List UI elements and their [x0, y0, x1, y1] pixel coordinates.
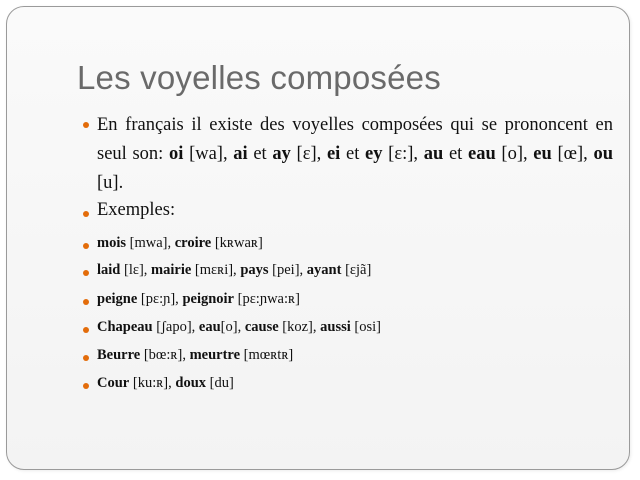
vowel-ai: ai	[233, 144, 248, 164]
example-ipa: [pei],	[268, 262, 307, 278]
example-line	[97, 291, 300, 308]
bullet-icon	[83, 211, 89, 217]
ipa-text: [wa],	[183, 144, 234, 164]
vowel-ay: ay	[272, 144, 291, 164]
example-word: laid	[97, 262, 121, 278]
example-ipa: [du]	[206, 375, 234, 391]
example-word: Cour	[97, 375, 130, 391]
example-line	[97, 375, 234, 392]
conjunction-text: et	[443, 144, 468, 164]
vowel-eu: eu	[533, 144, 552, 164]
bullet-icon	[83, 383, 89, 389]
example-ipa: [lɛ],	[120, 262, 152, 278]
example-ipa: [osi]	[350, 319, 381, 335]
example-ipa: [koz],	[278, 319, 321, 335]
example-word: croire	[174, 235, 212, 251]
bullet-icon	[83, 270, 89, 276]
bullet-icon	[83, 243, 89, 249]
example-ipa: [pɛ:ɲ],	[137, 291, 183, 307]
conjunction-text: et	[247, 144, 273, 164]
ipa-text: [ɛ:],	[382, 144, 424, 164]
example-ipa: [mwa],	[126, 235, 175, 251]
example-ipa: [ku:ʀ],	[129, 375, 176, 391]
vowel-ou: ou	[593, 144, 614, 164]
example-word: mairie	[151, 262, 192, 278]
ipa-text: [œ],	[551, 144, 594, 164]
vowel-oi: oi	[169, 144, 184, 164]
example-word: meurtre	[189, 347, 241, 363]
example-ipa: [mœʀtʀ]	[240, 347, 294, 363]
vowel-ei: ei	[326, 144, 341, 164]
conjunction-text: et	[340, 144, 366, 164]
example-word: mois	[97, 235, 126, 251]
example-ipa: [pɛ:ɲwa:ʀ]	[234, 291, 300, 307]
example-word: doux	[175, 375, 207, 391]
example-line	[97, 235, 263, 252]
bullet-icon	[83, 122, 89, 128]
example-word: cause	[244, 319, 279, 335]
ipa-text: [o],	[495, 144, 534, 164]
example-word: eau	[198, 319, 221, 335]
ipa-text: [ɛ],	[290, 144, 327, 164]
example-ipa: [kʀwaʀ]	[211, 235, 263, 251]
example-word: peignoir	[182, 291, 234, 307]
example-line	[97, 262, 371, 279]
example-word: pays	[240, 262, 269, 278]
example-word: Chapeau	[97, 319, 153, 335]
vowel-au: au	[423, 144, 444, 164]
example-ipa: [ɛjã]	[341, 262, 372, 278]
example-ipa: [ʃapo],	[152, 319, 199, 335]
example-line	[97, 347, 293, 364]
intro-paragraph	[97, 111, 613, 198]
vowel-ey: ey	[365, 144, 383, 164]
example-word: Beurre	[97, 347, 141, 363]
slide-title: Les voyelles composées	[77, 59, 441, 96]
bullet-icon	[83, 355, 89, 361]
example-ipa: [mɛʀi],	[191, 262, 241, 278]
vowel-eau: eau	[467, 144, 496, 164]
example-ipa: [bœ:ʀ],	[140, 347, 190, 363]
examples-label: Exemples:	[97, 200, 176, 220]
example-word: peigne	[97, 291, 138, 307]
ipa-text: [u].	[97, 173, 124, 193]
bullet-icon	[83, 327, 89, 333]
slide	[6, 6, 630, 470]
example-word: aussi	[320, 319, 351, 335]
example-word: ayant	[306, 262, 342, 278]
intro-lead: En français il existe des voyelles composées qui se prononcent en seul son:	[97, 115, 613, 164]
example-ipa: [o],	[220, 319, 245, 335]
example-line	[97, 319, 381, 336]
bullet-icon	[83, 299, 89, 305]
